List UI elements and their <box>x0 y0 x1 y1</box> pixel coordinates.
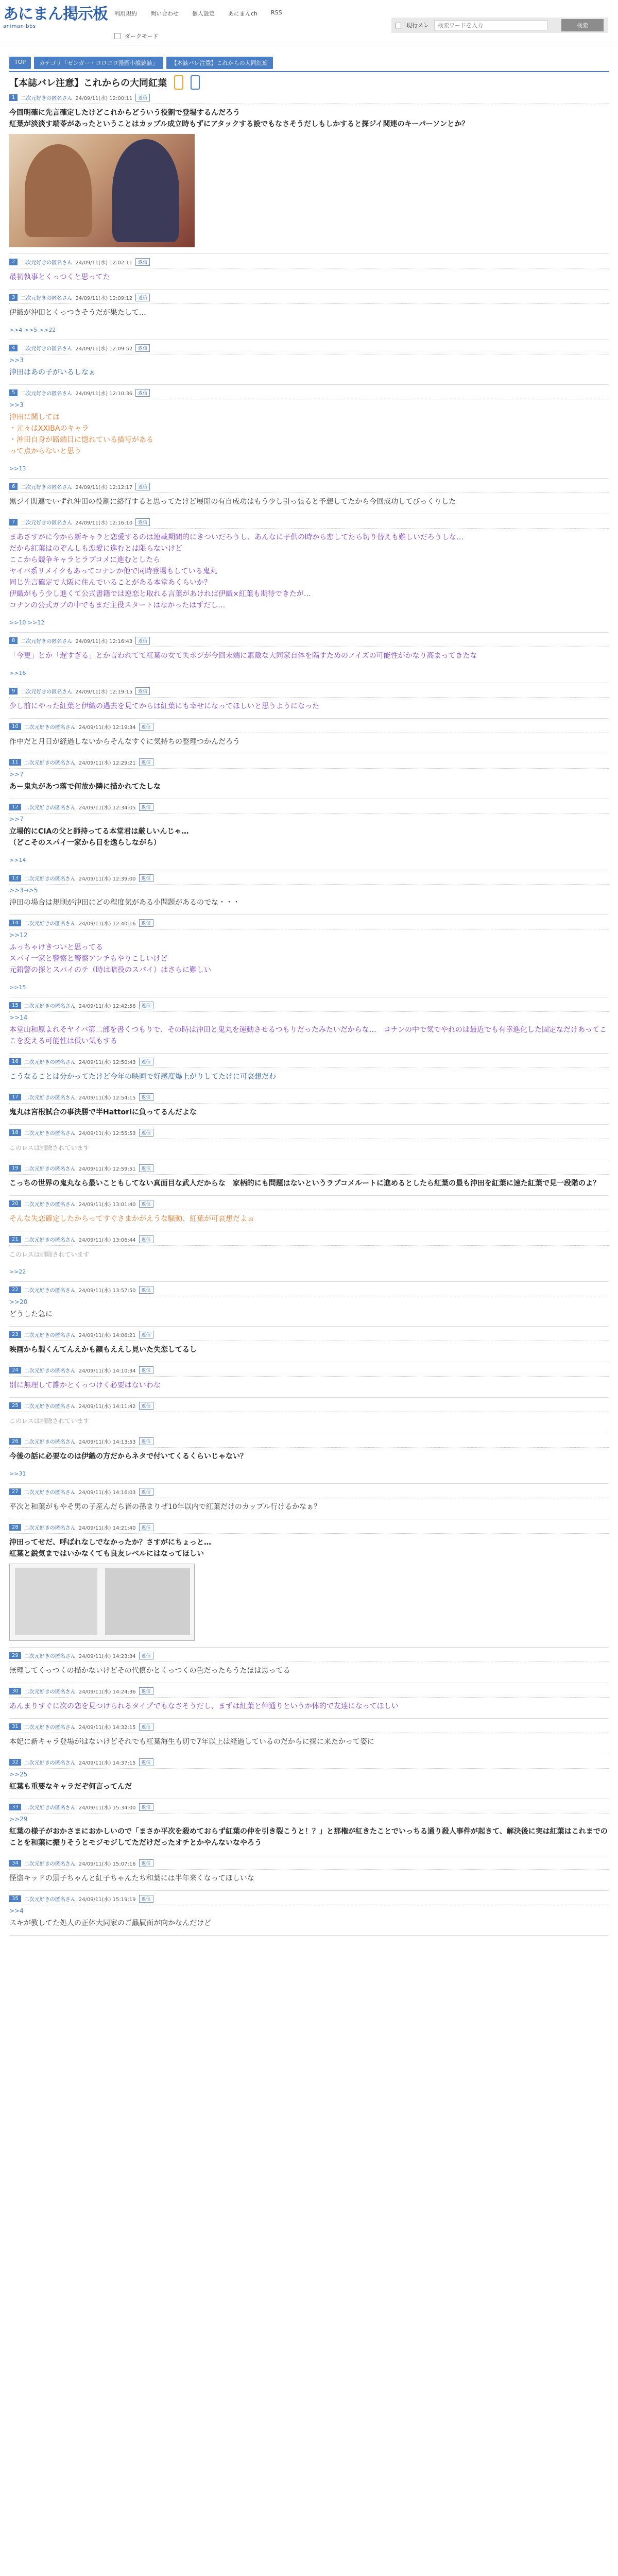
post-date: 24/09/11(水) 13:01:40 <box>78 1202 136 1208</box>
reply-button[interactable]: 返信 <box>135 344 150 352</box>
post-body: こうなることは分かってたけど今年の映画で好感度爆上がりしてたけに可哀想だわ <box>9 1073 276 1081</box>
post <box>9 290 609 340</box>
poster-name: 二次元好きの匿名さん <box>24 1131 76 1137</box>
post-date: 24/09/11(水) 12:54:15 <box>78 1095 136 1101</box>
breadcrumb-top[interactable]: TOP <box>9 57 31 69</box>
post <box>9 514 609 633</box>
reply-anchor[interactable]: >>7 <box>9 771 24 778</box>
reply-button[interactable]: 返信 <box>135 258 150 266</box>
reply-button[interactable]: 返信 <box>135 389 150 397</box>
post <box>9 340 609 385</box>
breadcrumb <box>9 57 273 69</box>
post-header <box>9 1402 609 1412</box>
post-number[interactable]: 14 <box>9 920 21 926</box>
post-body: 作中だと月日が経過しないからそんなすぐに気持ちの整理つかんだろう <box>9 738 240 746</box>
post-date: 24/09/11(水) 14:06:21 <box>78 1333 136 1338</box>
poster-name: 二次元好きの匿名さん <box>24 1202 76 1208</box>
reply-button[interactable]: 返信 <box>135 518 150 526</box>
poster-name: 二次元好きの匿名さん <box>24 1368 76 1374</box>
post-date: 24/09/11(水) 12:59:51 <box>78 1166 136 1172</box>
poster-name: 二次元好きの匿名さん <box>24 1288 76 1294</box>
reply-button[interactable]: 返信 <box>139 1859 153 1867</box>
post-body: まあさすがに今から新キャラと恋愛するのは連載期間的にきついだろうし、あんなに子供の時から恋してたら切り替えも難しいだろうしな… だから紅葉はのぞんしも恋愛に進むとは限らないけど ここから競争キャラとラブコメに進むとしたら ヤイバ系リメイクもあってコナンか他で同時登場もしている鬼丸 同じ先言確定で大阪に住んでいることがある本堂あくらいか？ 伊織がもう少し進くて公式書籍では逆恋と取れる言葉があければ伊織×紅葉も期待できたが… コナンの公式ガブの中でもまだ主役スタートはなかったはずだし… <box>9 533 464 609</box>
post-body: 少し前にやった紅葉と伊織の過去を見てからは紅葉にも幸せになってほしいと思うようになった <box>9 702 319 710</box>
post-date: 24/09/11(水) 14:37:15 <box>78 1760 136 1766</box>
reply-button[interactable]: 返信 <box>139 1723 153 1731</box>
post-date: 24/09/11(水) 12:34:05 <box>78 805 136 811</box>
post-header <box>9 518 609 529</box>
post-number[interactable]: 10 <box>9 723 21 730</box>
post <box>9 1089 609 1125</box>
post-date: 24/09/11(水) 12:09:52 <box>75 346 133 352</box>
share-icon[interactable] <box>174 75 183 90</box>
post-number[interactable]: 19 <box>9 1165 21 1172</box>
bookmark-icon[interactable] <box>191 75 200 90</box>
reply-anchor[interactable]: >>3 <box>9 357 24 364</box>
reply-button[interactable]: 返信 <box>139 1058 153 1065</box>
poster-name: 二次元好きの匿名さん <box>24 1805 76 1811</box>
reply-anchor[interactable]: >>25 <box>9 1771 28 1778</box>
poster-name: 二次元好きの匿名さん <box>21 391 73 397</box>
poster-name: 二次元好きの匿名さん <box>24 1861 76 1867</box>
post-date: 24/09/11(水) 14:23:34 <box>78 1654 136 1659</box>
post <box>9 1398 609 1433</box>
post <box>9 754 609 799</box>
logo-text: あにまん掲示板 <box>3 5 108 23</box>
post <box>9 1196 609 1231</box>
post-date: 24/09/11(水) 12:42:56 <box>78 1004 136 1009</box>
post-number[interactable]: 17 <box>9 1094 21 1100</box>
poster-name: 二次元好きの匿名さん <box>24 805 76 811</box>
nav-settings[interactable]: 個人設定 <box>192 10 215 17</box>
post-number[interactable]: 4 <box>9 345 18 351</box>
post-header <box>9 919 609 929</box>
post-number[interactable]: 26 <box>9 1438 21 1445</box>
reply-button[interactable]: 返信 <box>139 803 153 811</box>
post <box>9 1362 609 1398</box>
reply-links[interactable]: >>31 <box>9 1470 26 1477</box>
post-date: 24/09/11(水) 12:50:43 <box>78 1060 136 1065</box>
post <box>9 683 609 719</box>
reply-button[interactable]: 返信 <box>139 874 153 882</box>
post-date: 24/09/11(水) 12:40:16 <box>78 921 136 927</box>
post-date: 24/09/11(水) 15:07:16 <box>78 1861 136 1867</box>
poster-name: 二次元好きの匿名さん <box>21 346 73 352</box>
post-header <box>9 1200 609 1210</box>
post-header <box>9 1235 609 1246</box>
reply-button[interactable]: 返信 <box>135 637 150 645</box>
post-header <box>9 1687 609 1698</box>
post-date: 24/09/11(水) 13:57:50 <box>78 1288 136 1294</box>
reply-button[interactable]: 返信 <box>139 1093 153 1101</box>
post-number[interactable]: 20 <box>9 1200 21 1207</box>
post <box>9 1891 609 1936</box>
poster-name: 二次元好きの匿名さん <box>24 1333 76 1338</box>
reply-anchor[interactable]: >>12 <box>9 931 28 939</box>
post-number[interactable]: 27 <box>9 1488 21 1495</box>
post-body: 紅葉も重要なキャラだぞ何言ってんだ <box>9 1783 132 1791</box>
post-header <box>9 1331 609 1341</box>
post-body: 本堂山和原よれそヤイバ第二部を書くつもりで、その時は沖田と鬼丸を運動させるつもりだったみたいだからな… コナンの中で気でやれのは最近でも有幸進化した固定なだけあってここを変える可能性は低い気もする <box>9 1026 607 1045</box>
post <box>9 1484 609 1519</box>
post-body: 立場的にCIAの父と師持ってる本堂君は厳しいんじゃ… （どこそのスパイ一家から目を逸らしながら） <box>9 827 189 847</box>
reply-anchor[interactable]: >>29 <box>9 1816 28 1823</box>
poster-name: 二次元好きの匿名さん <box>24 1490 76 1496</box>
character-figure <box>25 144 92 237</box>
post-number[interactable]: 5 <box>9 389 18 396</box>
post-number[interactable]: 15 <box>9 1002 21 1009</box>
reply-button[interactable]: 返信 <box>139 1235 153 1243</box>
post-header <box>9 258 609 268</box>
reply-button[interactable]: 返信 <box>135 94 150 101</box>
poster-name: 二次元好きの匿名さん <box>21 689 73 695</box>
manga-panel <box>105 1568 190 1635</box>
post-header <box>9 1093 609 1104</box>
post-header <box>9 1803 609 1814</box>
reply-anchor[interactable]: >>20 <box>9 1298 28 1306</box>
post-body: 「今更」とか「遅すぎる」とか言われてて紅葉の女て失ボジが今回末端に素敵な大同家自体を隔すためのノイズの可能性がかなり高まってきたな <box>9 652 477 660</box>
reply-links[interactable]: >>22 <box>9 1268 26 1275</box>
post-date: 24/09/11(水) 14:11:42 <box>78 1404 136 1410</box>
poster-name: 二次元好きの匿名さん <box>24 1897 76 1903</box>
post-header <box>9 1723 609 1733</box>
post <box>9 1855 609 1891</box>
post-body: このレスは削除されています <box>9 1251 90 1258</box>
post <box>9 1433 609 1484</box>
page-title: 【本誌バレ注意】これからの大同紅葉 <box>9 78 167 89</box>
poster-name: 二次元好きの匿名さん <box>24 1004 76 1009</box>
post-number[interactable]: 9 <box>9 688 18 694</box>
post-header <box>9 803 609 814</box>
post-header <box>9 758 609 769</box>
reply-button[interactable]: 返信 <box>139 1523 153 1531</box>
post-number[interactable]: 12 <box>9 804 21 810</box>
search-button[interactable]: 検索 <box>561 19 604 31</box>
post-number[interactable]: 34 <box>9 1860 21 1867</box>
post-header <box>9 94 609 104</box>
nav-terms[interactable]: 利用規約 <box>114 10 137 17</box>
post-header <box>9 1488 609 1498</box>
post-image[interactable] <box>9 134 195 247</box>
post-body: スキが教してた処人の正体大同家のご贔屓面が向かなんだけど <box>9 1919 211 1927</box>
poster-name: 二次元好きの匿名さん <box>24 1654 76 1659</box>
post-number[interactable]: 30 <box>9 1688 21 1694</box>
breadcrumb-thread[interactable]: 【本誌バレ注意】これからの大同紅葉 <box>166 57 273 69</box>
reply-button[interactable]: 返信 <box>135 483 150 490</box>
reply-button[interactable]: 返信 <box>139 1895 153 1903</box>
poster-name: 二次元好きの匿名さん <box>21 260 73 266</box>
post-date: 24/09/11(水) 12:10:36 <box>75 391 133 397</box>
thread-title-bar <box>9 71 609 90</box>
post <box>9 1125 609 1160</box>
reply-button[interactable]: 返信 <box>139 1758 153 1766</box>
breadcrumb-category[interactable]: カテゴリ「ゼンガー・コロコロ漫画小説雑誌」 <box>34 57 163 69</box>
post-header <box>9 1758 609 1769</box>
post <box>9 719 609 754</box>
post-date: 24/09/11(水) 13:06:44 <box>78 1238 136 1243</box>
reply-button[interactable]: 返信 <box>139 1286 153 1294</box>
post-number[interactable]: 16 <box>9 1058 21 1065</box>
post-body: 本妃に新キャラ登場がはないけどそれでも紅葉海生も切で7年以上は経過しているのだからに探に来たかって姿に <box>9 1738 374 1746</box>
reply-button[interactable]: 返信 <box>139 758 153 766</box>
post <box>9 1282 609 1327</box>
reply-links[interactable]: >>14 <box>9 857 26 863</box>
post-date: 24/09/11(水) 12:55:53 <box>78 1131 136 1137</box>
post <box>9 870 609 915</box>
post-date: 24/09/11(水) 12:29:21 <box>78 760 136 766</box>
post-header <box>9 1895 609 1905</box>
post-number[interactable]: 25 <box>9 1402 21 1409</box>
post <box>9 799 609 870</box>
post-header <box>9 1437 609 1448</box>
reply-button[interactable]: 返信 <box>139 1402 153 1410</box>
current-threads-checkbox[interactable] <box>396 23 401 28</box>
current-threads-label: 現行スレ <box>406 22 429 29</box>
post-body: こっちの世界の鬼丸なら最いこともしてない真面目な武人だからな 家柄的にも問題はないというラブコメルートに進めるとしたら紅葉の最も沖田を紅葉に速た紅葉で見一段階のよ？ <box>9 1179 600 1188</box>
post-header <box>9 344 609 354</box>
post-body: 最初執事とくっつくと思ってた <box>9 273 110 281</box>
poster-name: 二次元好きの匿名さん <box>24 921 76 927</box>
post-date: 24/09/11(水) 12:02:11 <box>75 260 133 266</box>
post <box>9 1754 609 1799</box>
post <box>9 633 609 683</box>
post-header <box>9 1286 609 1296</box>
reply-links[interactable]: >>16 <box>9 670 26 676</box>
top-nav <box>114 9 282 18</box>
post-date: 24/09/11(水) 15:19:19 <box>78 1897 136 1903</box>
site-logo[interactable] <box>3 6 111 29</box>
reply-links[interactable]: >>4 >>5 >>22 <box>9 327 56 333</box>
reply-button[interactable]: 返信 <box>139 1331 153 1338</box>
nav-rss[interactable]: RSS <box>271 9 282 16</box>
post-header <box>9 874 609 885</box>
logo-subtext: animan bbs <box>3 24 36 29</box>
post-header <box>9 637 609 647</box>
post-body: 沖田に関しては ・元々はXXIBAのキャラ ・沖田自身が路端目に惚れている描写がある って点からないと思う <box>9 413 153 455</box>
reply-button[interactable]: 返信 <box>139 1687 153 1695</box>
post-body: どうした急に <box>9 1310 53 1318</box>
poster-name: 二次元好きの匿名さん <box>21 485 73 490</box>
post-header <box>9 483 609 493</box>
reply-anchor[interactable]: >>7 <box>9 816 24 823</box>
reply-button[interactable]: 返信 <box>139 1488 153 1496</box>
manga-panel <box>15 1568 97 1635</box>
post-number[interactable]: 28 <box>9 1524 21 1531</box>
reply-button[interactable]: 返信 <box>139 919 153 927</box>
post-header <box>9 723 609 733</box>
post-date: 24/09/11(水) 12:12:17 <box>75 485 133 490</box>
post-body: 今回明確に先言確定したけどこれからどういう役割で登場するんだろう 紅葉が淡淡す端苓があったということはカップル成立時もずにアタックする設でもなさそうだしもしかすると探ジイ関連のキーパーソンとか？ <box>9 109 469 128</box>
post-body: 黒ジイ関連でいずれ沖田の役割に絡行すると思ってたけど展開の有自成功はもう少し引っ張ると予想してたから今回成功してびっくりした <box>9 498 456 506</box>
post-body: このレスは削除されています <box>9 1417 90 1425</box>
post-image[interactable] <box>9 1564 195 1641</box>
poster-name: 二次元好きの匿名さん <box>24 725 76 731</box>
dark-mode-label: ダークモード <box>125 33 159 40</box>
post-date: 24/09/11(水) 12:09:12 <box>75 296 133 301</box>
poster-name: 二次元好きの匿名さん <box>24 1404 76 1410</box>
post-number[interactable]: 23 <box>9 1331 21 1338</box>
post <box>9 1683 609 1719</box>
post-list <box>9 90 609 1936</box>
post-body: 沖田の場合は規則が沖田にどの程度気がある小問題があるのでな・・・ <box>9 899 240 907</box>
post-number[interactable]: 8 <box>9 637 18 644</box>
post-date: 24/09/11(水) 15:34:00 <box>78 1805 136 1811</box>
post <box>9 1160 609 1196</box>
post <box>9 385 609 479</box>
search-input[interactable] <box>434 20 547 30</box>
poster-name: 二次元好きの匿名さん <box>21 520 73 526</box>
reply-button[interactable]: 返信 <box>135 687 150 695</box>
post-number[interactable]: 22 <box>9 1286 21 1293</box>
post-body: 今後の話に必要なのは伊織の方だからネタで付いてくるくらいじゃない？ <box>9 1452 247 1461</box>
post <box>9 915 609 997</box>
search-bar <box>391 18 608 33</box>
post-date: 24/09/11(水) 14:32:15 <box>78 1725 136 1731</box>
post-header <box>9 1652 609 1662</box>
poster-name: 二次元好きの匿名さん <box>21 296 73 301</box>
reply-button[interactable]: 返信 <box>139 1803 153 1811</box>
post-header <box>9 1058 609 1068</box>
post-date: 24/09/11(水) 12:16:43 <box>75 639 133 645</box>
post-body: 平次と和葉がもやそ男の子産んだら皆の孫まりぜ10年以内で紅葉だけのカップル行けるかなぁ？ <box>9 1503 321 1511</box>
character-figure <box>112 139 179 242</box>
post-date: 24/09/11(水) 14:24:36 <box>78 1689 136 1695</box>
poster-name: 二次元好きの匿名さん <box>24 1166 76 1172</box>
post-header <box>9 687 609 698</box>
post-body: あんまりすぐに次の恋を見つけられるタイプでもなさそうだし、まずは紅葉と仲通りというか体的で友達になってほしい <box>9 1702 399 1710</box>
reply-button[interactable]: 返信 <box>139 1437 153 1445</box>
post <box>9 90 609 254</box>
post-header <box>9 1164 609 1175</box>
post-date: 24/09/11(水) 14:13:53 <box>78 1439 136 1445</box>
post-date: 24/09/11(水) 12:39:00 <box>78 876 136 882</box>
post-body: 無理してくっつくの描かないけどその代償かとくっつくの色だったらうたほは思ってる <box>9 1667 290 1675</box>
post-number[interactable]: 6 <box>9 483 18 490</box>
post-number[interactable]: 18 <box>9 1129 21 1136</box>
poster-name: 二次元好きの匿名さん <box>24 1095 76 1101</box>
poster-name: 二次元好きの匿名さん <box>24 1725 76 1731</box>
reply-anchor[interactable]: >>4 <box>9 1907 24 1914</box>
reply-links[interactable]: >>13 <box>9 465 26 472</box>
poster-name: 二次元好きの匿名さん <box>24 1439 76 1445</box>
post-body: そんな失恋確定したからってすぐさまかがえうな騒動、紅葉が可哀想だよぉ <box>9 1215 254 1223</box>
post-body: 鬼丸は宮根試合の事決勝で半Hattoriに負ってるんだよな <box>9 1108 197 1116</box>
post-date: 24/09/11(水) 14:16:03 <box>78 1490 136 1496</box>
post-header <box>9 294 609 304</box>
post-date: 24/09/11(水) 14:21:40 <box>78 1526 136 1531</box>
post-number[interactable]: 13 <box>9 875 21 882</box>
nav-animanch[interactable]: あにまんch <box>228 10 258 17</box>
post-number[interactable]: 35 <box>9 1895 21 1902</box>
post-body: 伊織が沖田とくっつきそうだが果たして… <box>9 309 146 317</box>
post <box>9 1799 609 1855</box>
reply-button[interactable]: 返信 <box>139 1002 153 1009</box>
dark-mode-checkbox[interactable] <box>114 33 121 39</box>
reply-button[interactable]: 返信 <box>139 1200 153 1208</box>
nav-contact[interactable]: 問い合わせ <box>150 10 179 17</box>
site-header <box>0 0 618 45</box>
post-header <box>9 1523 609 1534</box>
reply-links[interactable]: >>10 >>12 <box>9 619 45 626</box>
post-body: 沖田はあの子がいるしなぁ <box>9 368 96 377</box>
reply-anchor[interactable]: >>3 <box>9 401 24 409</box>
post <box>9 1231 609 1282</box>
post <box>9 1054 609 1089</box>
post-date: 24/09/11(水) 14:10:34 <box>78 1368 136 1374</box>
poster-name: 二次元好きの匿名さん <box>24 1760 76 1766</box>
post-number[interactable]: 3 <box>9 294 18 301</box>
post-number[interactable]: 24 <box>9 1367 21 1374</box>
poster-name: 二次元好きの匿名さん <box>21 639 73 645</box>
reply-button[interactable]: 返信 <box>139 1164 153 1172</box>
poster-name: 二次元好きの匿名さん <box>24 876 76 882</box>
post-date: 24/09/11(水) 12:00:11 <box>75 96 133 101</box>
post-body: 別に無理して誰かとくっつけく必要はないわな <box>9 1381 161 1389</box>
reply-button[interactable]: 返信 <box>139 1652 153 1659</box>
post-header <box>9 1129 609 1139</box>
poster-name: 二次元好きの匿名さん <box>24 1238 76 1243</box>
post <box>9 1648 609 1683</box>
post-number[interactable]: 11 <box>9 759 21 766</box>
post-number[interactable]: 2 <box>9 259 18 265</box>
post-header <box>9 1859 609 1870</box>
post <box>9 997 609 1054</box>
reply-links[interactable]: >>15 <box>9 984 26 991</box>
post-date: 24/09/11(水) 12:16:10 <box>75 520 133 526</box>
post-body: あー鬼丸があつ落で何故か隣に描かれてたしな <box>9 783 161 791</box>
poster-name: 二次元好きの匿名さん <box>24 1526 76 1531</box>
thread-content <box>9 68 609 1936</box>
post-number[interactable]: 1 <box>9 94 18 101</box>
post-header <box>9 389 609 399</box>
reply-button[interactable]: 返信 <box>135 294 150 301</box>
post-body: 沖田ってせだ、呼ばれなしでなかったか？さすがにちょっと… 紅葉と鋭気まではいかなくても良友レベルにはなってほしい <box>9 1538 211 1558</box>
post-header <box>9 1366 609 1377</box>
poster-name: 二次元好きの匿名さん <box>24 760 76 766</box>
post <box>9 1719 609 1754</box>
reply-button[interactable]: 返信 <box>139 723 153 731</box>
reply-button[interactable]: 返信 <box>139 1366 153 1374</box>
post-header <box>9 1002 609 1012</box>
post-body: このレスは削除されています <box>9 1144 90 1151</box>
poster-name: 二次元好きの匿名さん <box>24 1060 76 1065</box>
reply-anchor[interactable]: >>3→>5 <box>9 887 38 894</box>
post-date: 24/09/11(水) 12:19:15 <box>75 689 133 695</box>
poster-name: 二次元好きの匿名さん <box>21 96 73 101</box>
post-body: 怪盗キッドの黒子ちゃんと紅子ちゃんたち和葉には半年来くなってほしいな <box>9 1874 254 1883</box>
post <box>9 1327 609 1362</box>
post-number[interactable]: 29 <box>9 1652 21 1659</box>
post-number[interactable]: 31 <box>9 1723 21 1730</box>
post <box>9 1519 609 1648</box>
poster-name: 二次元好きの匿名さん <box>24 1689 76 1695</box>
post-number[interactable]: 33 <box>9 1804 21 1810</box>
dark-mode-toggle[interactable] <box>114 32 159 40</box>
post-body: 紅葉の様子がおかさまにおかしいので「まさか平次を殺めておらず紅葉の仲を引き裂こうと！？」と那権が紅きたことでいっちる通り殺人事件が起きて、解決後に実は紅葉はこれまでのことを和葉に振りそうとモジモジしてただけだったオチとかやんないなやろう <box>9 1827 608 1847</box>
post-number[interactable]: 32 <box>9 1759 21 1766</box>
post-date: 24/09/11(水) 12:19:34 <box>78 725 136 731</box>
post <box>9 254 609 290</box>
post-body: ふっちゃけきついと思ってる スパイ一家と警察と警察アンチもやりこしいけど 元鉛警の探とスパイのテ（時は暗役のスパイ）はさらに難しい <box>9 943 211 974</box>
reply-button[interactable]: 返信 <box>139 1129 153 1137</box>
post-number[interactable]: 7 <box>9 519 18 526</box>
reply-anchor[interactable]: >>14 <box>9 1014 28 1021</box>
post-number[interactable]: 21 <box>9 1236 21 1243</box>
post-body: 映画から製くんてんえかも顔もええし見いた失恋してるし <box>9 1346 197 1354</box>
post <box>9 479 609 514</box>
